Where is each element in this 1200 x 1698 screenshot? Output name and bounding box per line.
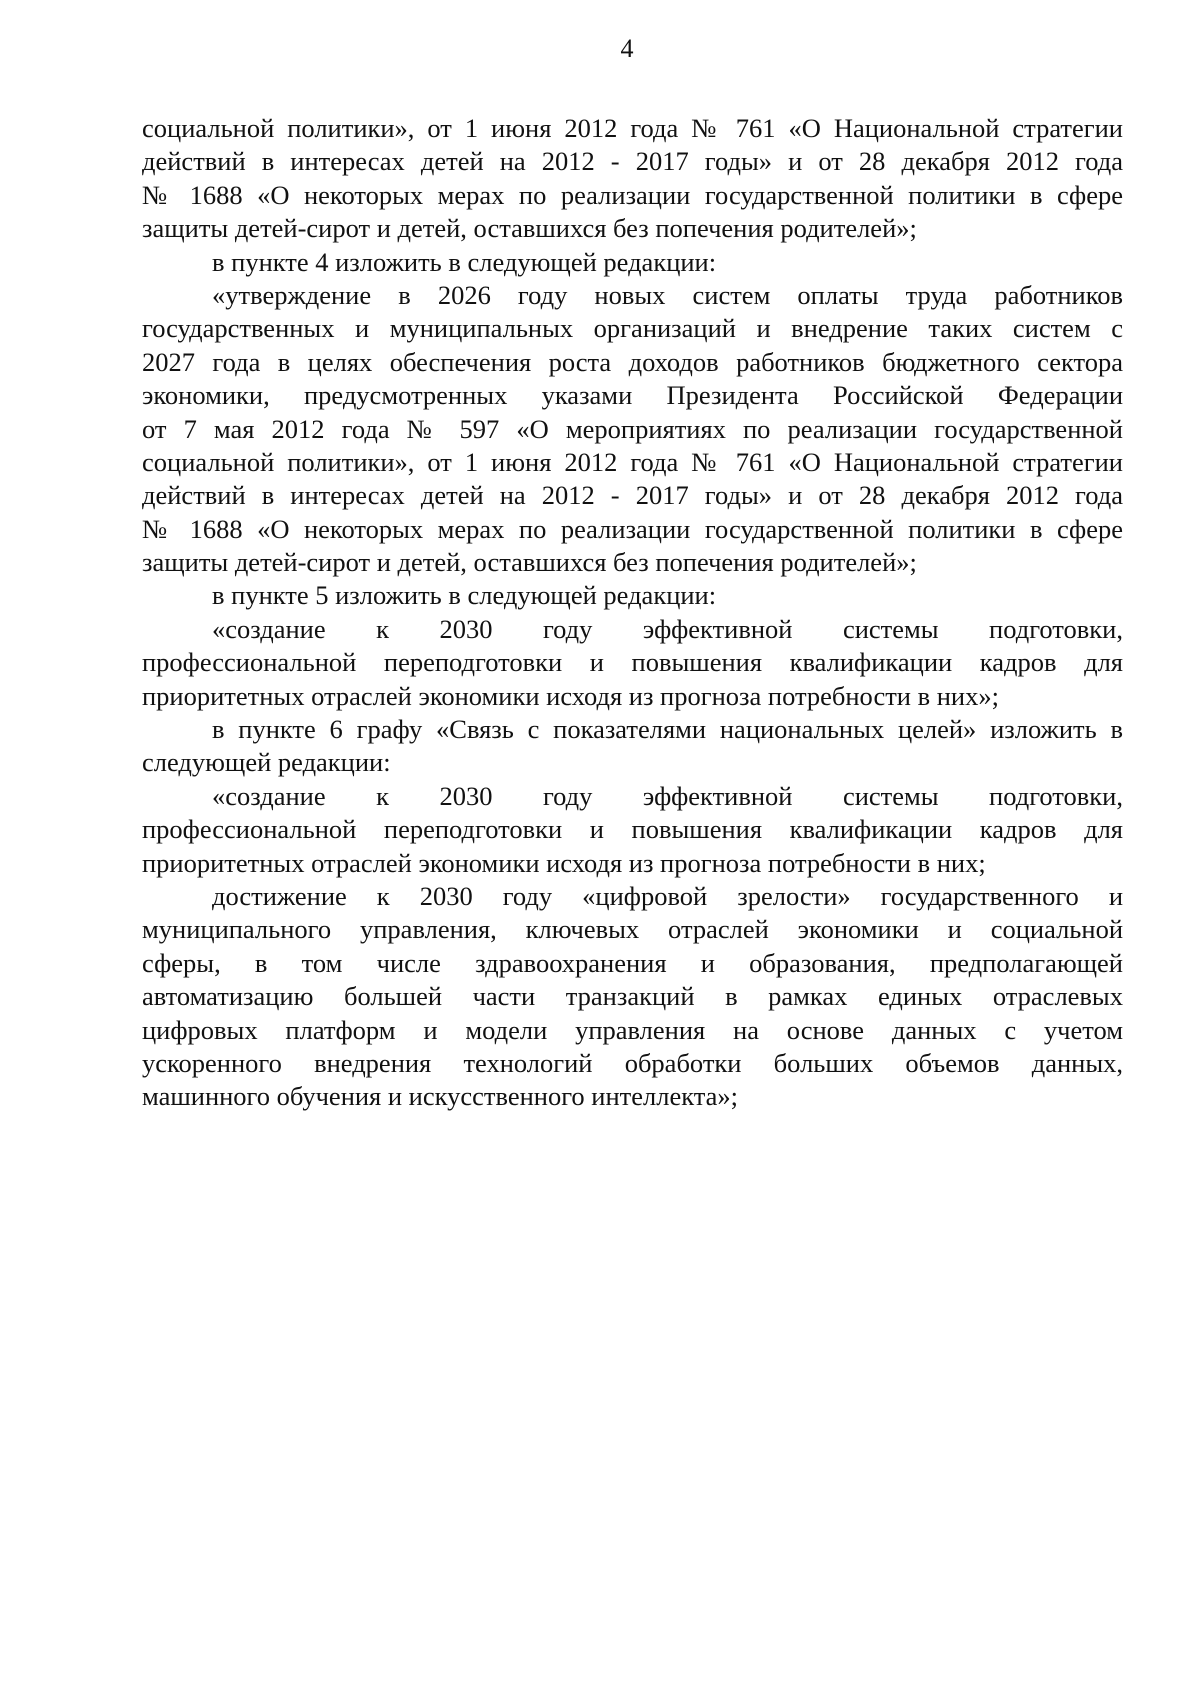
text-line: в пункте 5 изложить в следующей редакции: [212, 580, 717, 611]
paragraph [142, 279, 1123, 580]
text-line: № 1688 «О некоторых мерах по реализации государственной политики в сфере [142, 179, 1123, 210]
document-body [142, 112, 1123, 1114]
text-line: защиты детей-сирот и детей, оставшихся без попечения родителей»; [142, 213, 917, 244]
text-line: № 1688 «О некоторых мерах по реализации государственной политики в сфере [142, 513, 1123, 544]
text-line: государственных и муниципальных организаций и внедрение таких систем с [142, 313, 1123, 344]
text-line: «создание к 2030 году эффективной системы подготовки, [212, 780, 1123, 811]
text-line: социальной политики», от 1 июня 2012 года № 761 «О Национальной стратегии [142, 113, 1123, 143]
text-line: от 7 мая 2012 года № 597 «О мероприятиях по реализации государственной [142, 413, 1123, 444]
text-line: действий в интересах детей на 2012 - 2017 годы» и от 28 декабря 2012 года [142, 146, 1123, 177]
text-line: цифровых платформ и модели управления на основе данных с учетом [142, 1014, 1123, 1045]
text-line: действий в интересах детей на 2012 - 2017 годы» и от 28 декабря 2012 года [142, 480, 1123, 511]
paragraph [142, 713, 1123, 780]
paragraph [142, 112, 1123, 246]
text-line: профессиональной переподготовки и повышения квалификации кадров для [142, 814, 1123, 845]
text-line: автоматизацию большей части транзакций в рамках единых отраслевых [142, 981, 1123, 1012]
text-line: муниципального управления, ключевых отраслей экономики и социальной [142, 914, 1123, 945]
paragraph [142, 780, 1123, 880]
text-line: защиты детей-сирот и детей, оставшихся без попечения родителей»; [142, 547, 917, 578]
text-line: машинного обучения и искусственного интеллекта»; [142, 1081, 739, 1112]
paragraph [142, 246, 1123, 279]
text-line: «создание к 2030 году эффективной системы подготовки, [212, 613, 1123, 644]
text-line: социальной политики», от 1 июня 2012 года № 761 «О Национальной стратегии [142, 446, 1123, 477]
text-line: в пункте 6 графу «Связь с показателями национальных целей» изложить в [212, 714, 1123, 745]
text-line: ускоренного внедрения технологий обработки больших объемов данных, [142, 1047, 1123, 1078]
text-line: достижение к 2030 году «цифровой зрелости» государственного и [212, 880, 1123, 911]
text-line: профессиональной переподготовки и повышения квалификации кадров для [142, 647, 1123, 678]
text-line: экономики, предусмотренных указами Президента Российской Федерации [142, 380, 1123, 411]
text-line: следующей редакции: [142, 747, 391, 778]
paragraph [142, 613, 1123, 713]
text-line: «утверждение в 2026 году новых систем оплаты труда работников [212, 279, 1123, 310]
page-number: 4 [620, 34, 634, 63]
text-line: приоритетных отраслей экономики исходя из прогноза потребности в них; [142, 847, 986, 878]
text-line: приоритетных отраслей экономики исходя из прогноза потребности в них»; [142, 680, 999, 711]
text-line: сферы, в том числе здравоохранения и образования, предполагающей [142, 947, 1123, 978]
text-line: 2027 года в целях обеспечения роста доходов работников бюджетного сектора [142, 346, 1123, 377]
paragraph [142, 880, 1123, 1114]
paragraph [142, 579, 1123, 612]
text-line: в пункте 4 изложить в следующей редакции: [212, 246, 717, 277]
